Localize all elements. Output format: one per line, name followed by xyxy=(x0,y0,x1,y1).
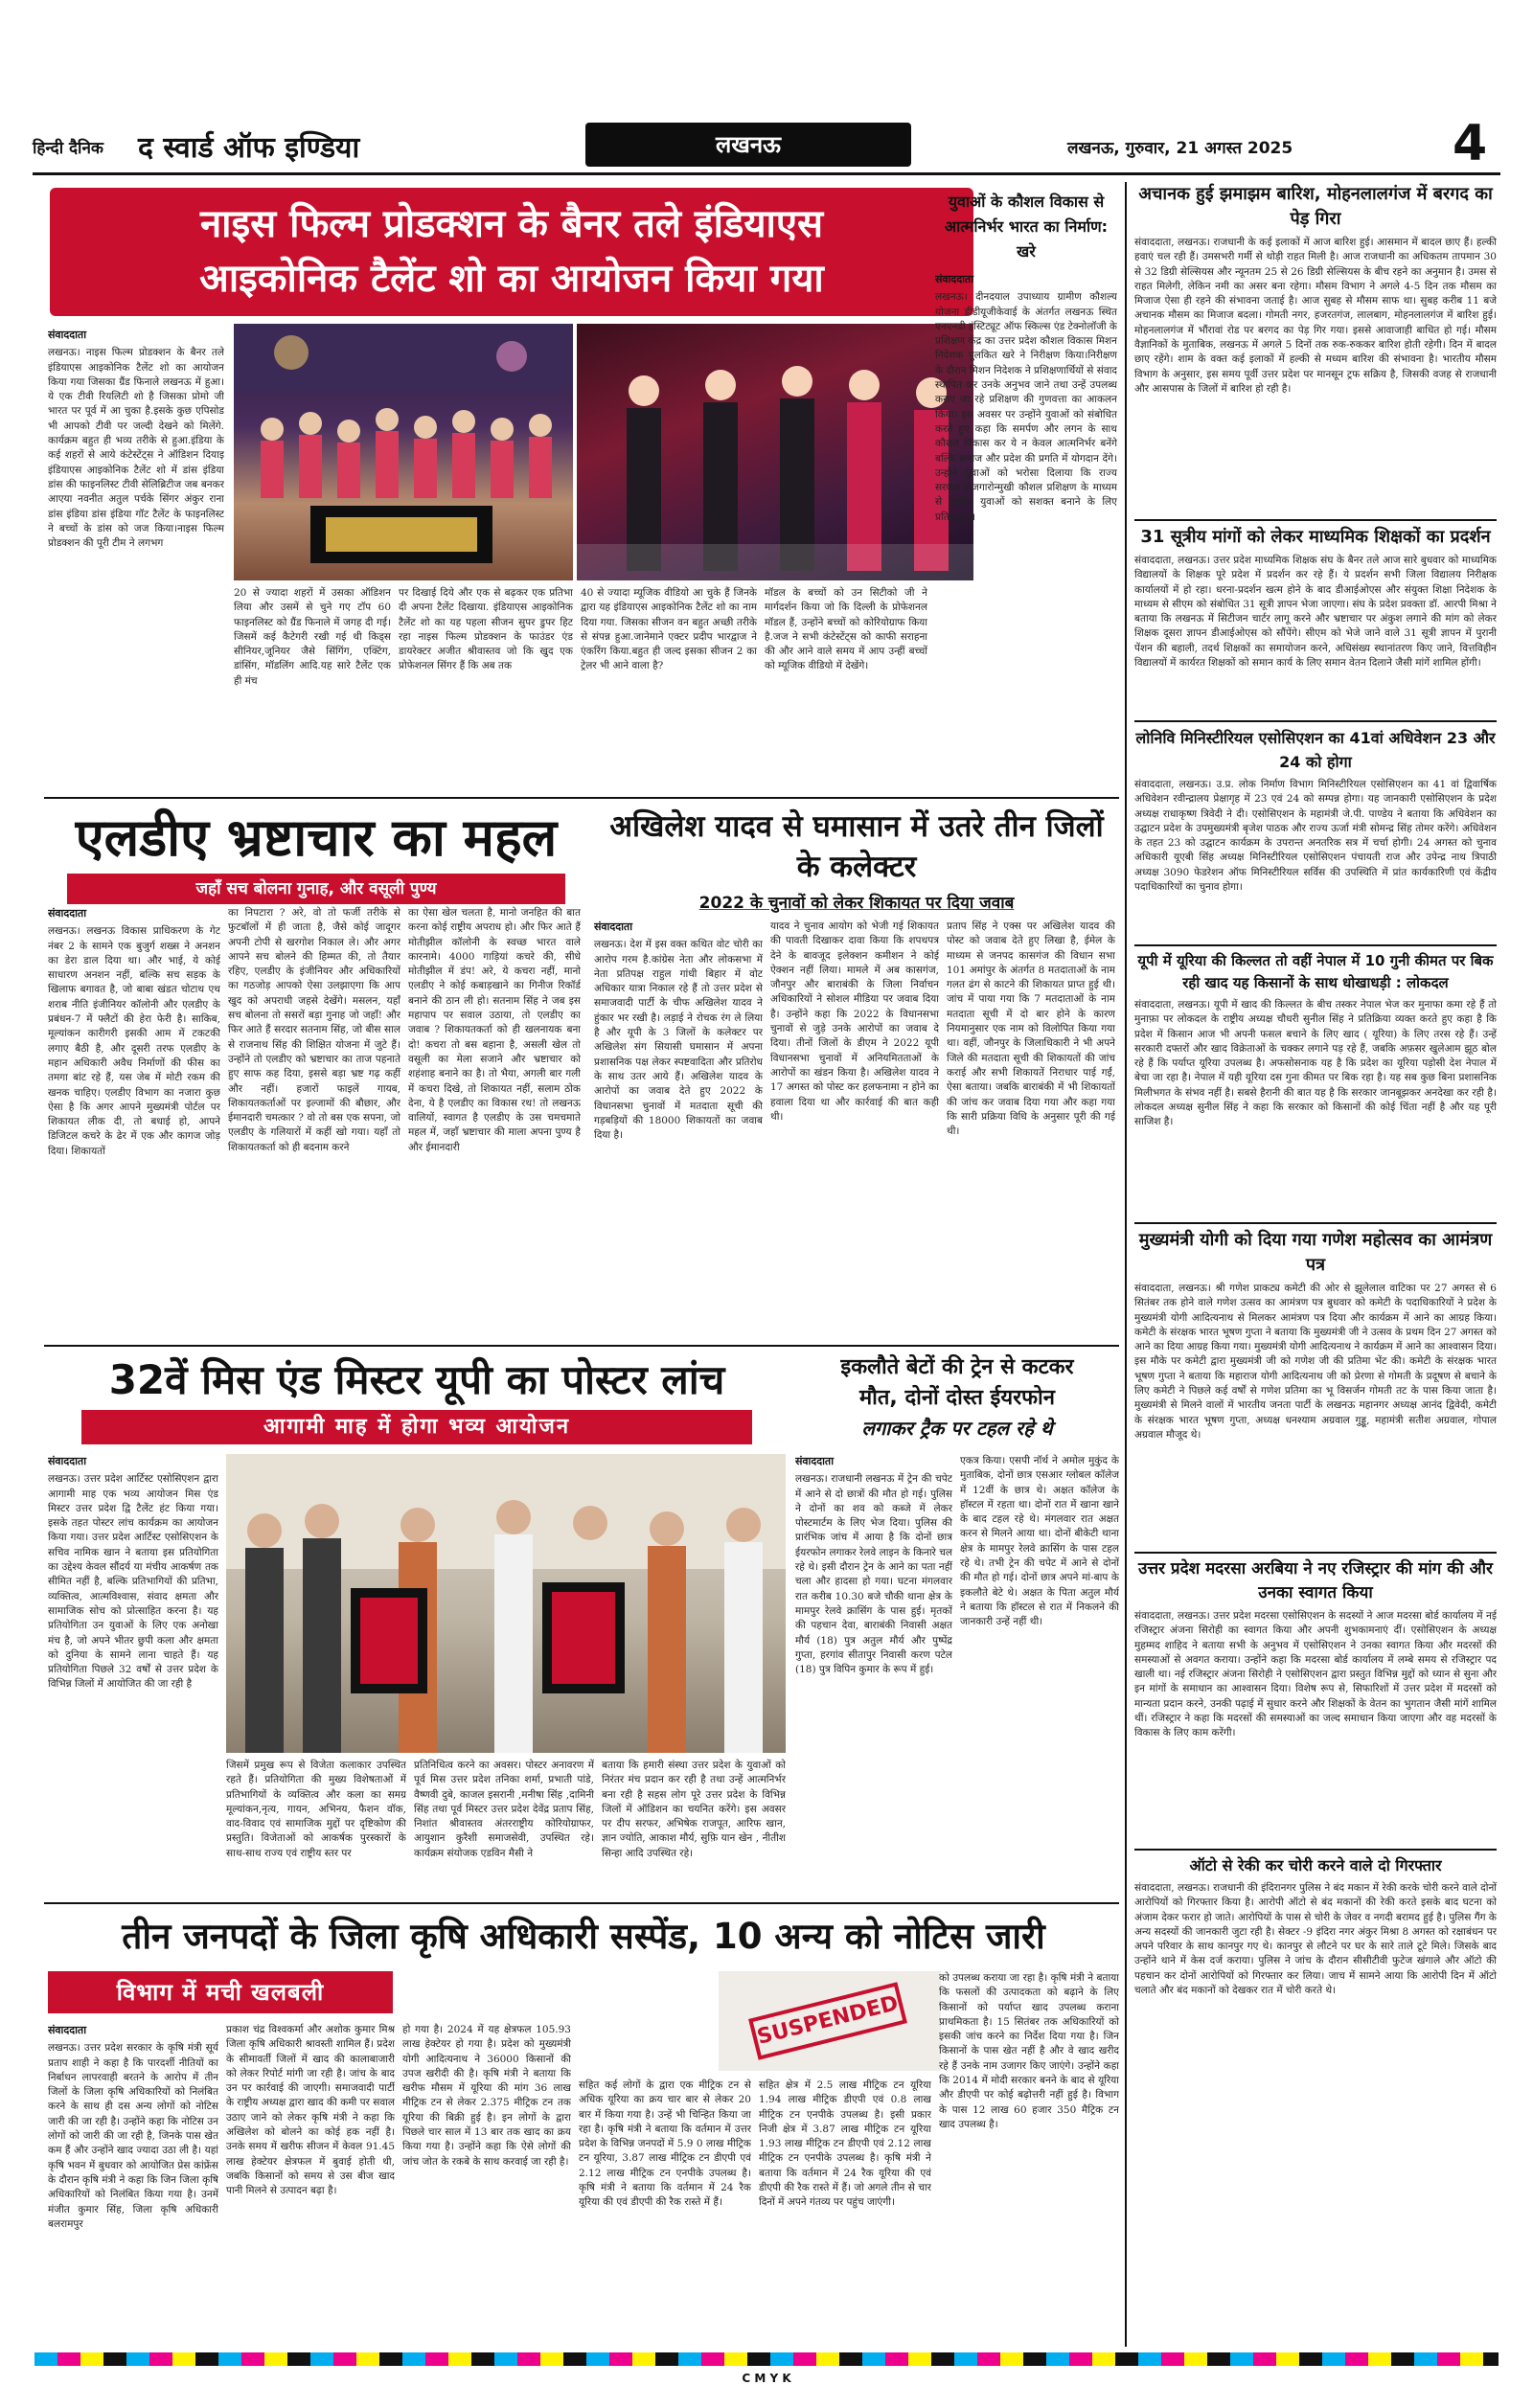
byline: संवाददाता xyxy=(48,1455,87,1467)
page-number: 4 xyxy=(1453,115,1488,172)
lda-col3: का ऐसा खेल चलता है, मानो जनहित की बात करना कोई राष्ट्रीय अपराध हो। और फिर आते हैं मोतीझील कॉलोनी के स्वच्छ भारत वाले कारनामे। 4000 गाड़ियां कचरे की, सीधे मोतीझील में डंप! अरे, ये कचरा नहीं, मानो एलडीए ने कोई कबाड़खाने का गिनीज रिकॉर्ड बनाने की ठान ली हो। सतनाम सिंह ने जब इस महापाप पर सवाल उठाया, तो एलडीए का जवाब ? शिकायतकर्ता को ही खलनायक बना दो! कचरा तो बस बहाना है, असली खेल तो वसूली का मेला सजाने और भ्रष्टाचार को शहंशाह बनाने का है। तो भैया, अगली बार गली में कचरा दिखे, तो शिकायत नहीं, सलाम ठोक देना, ये है एलडीए का विकास रथ! तो लखनऊ वालियों, स्वागत है एलडीए के उस चमचमाते महल में, जहाँ भ्रष्टाचार की माला अपना पुण्य है और ईमानदारी xyxy=(408,907,581,1153)
madrasa-body: संवाददाता, लखनऊ। उत्तर प्रदेश मदरसा एसोसिएशन के सदस्यों ने आज मदरसा बोर्ड कार्यालय में नई रजिस्ट्रार अंजना सिरोही का स्वागत किया और अपनी शुभकामनाएं दीं। एसोसिएशन के अध्यक्ष मुहम्मद शाहिद ने बताया सभी के अनुभव में एसोसिएशन ने उनका स्वागत किया और मदरसों की समस्याओं से अवगत कराया। उन्होंने कहा कि मदरसा बोर्ड कार्यालय में लम्बे समय से रजिस्ट्रार पद खाली था। नई रजिस्ट्रार अंजना सिरोही ने एसोसिएशन द्वारा प्रस्तुत विभिन्न मुद्दों को ध्यान से सुना और इन मांगों के समाधान का आश्वासन दिया। विशेष रूप से, सिफारिशों में उत्तर प्रदेश में मदरसों को मान्यता प्रदान करने, उनकी पढ़ाई में सुधार करने और शिक्षकों के वेतन का भुगतान जैसी मांगें शामिल थीं। रजिस्ट्रार ने कहा कि मदरसों की समस्याओं का जल्द समाधान किया जाएगा और वह मदरसों के विकास के लिए काम करेंगी। xyxy=(1134,1610,1497,1739)
article-text: लखनऊ। दीनदयाल उपाध्याय ग्रामीण कौशल्य योजना डीडीयूजीकेवाई के अंतर्गत लखनऊ स्थित एनएनडी इंस्टिट्यूट ऑफ स्किल्स एंड टेक्नोलॉजी के प्रशिक्षण केंद्र का उत्तर प्रदेश कौशल विकास मिशन निदेशक पुलकित खरे ने निरीक्षण किया।निरीक्षण के दौरान मिशन निदेशक ने प्रशिक्षणार्थियों से संवाद स्थापित कर उनके अनुभव जाने तथा उन्हें उपलब्ध कराए जा रहे प्रशिक्षण की गुणवत्ता का आकलन किया। इस अवसर पर उन्होंने युवाओं को संबोधित करते हुए कहा कि समर्पण और लगन के साथ कौशल विकास कर ये न केवल आत्मनिर्भर बनेंगे बल्कि समाज और प्रदेश की प्रगति में योगदान देंगे।उन्होंने युवाओं को भरोसा दिलाया कि राज्य सरकार रोजगारोन्मुखी कौशल प्रशिक्षण के माध्यम से ग्रामीण युवाओं को सशक्त बनाने के लिए प्रतिबद्ध है। xyxy=(935,291,1117,523)
nice-film-col5: मॉडल के बच्चों को उन सिटीको जी ने मार्गदर्शन किया जो कि दिल्ली के प्रोफेशनल मॉडल हैं, उन्होंने बच्चों को कोरियोग्राफ किया है.जज ने सभी कंटेस्टेंट्स को काफी सराहना की और आने वाले समय में आप उन्हीं बच्चों को म्यूजिक वीडियो में देखेंगे। xyxy=(765,587,927,672)
suspended-stamp-photo xyxy=(719,1971,941,2071)
article-text: लखनऊ। राजधानी लखनऊ में ट्रेन की चपेट में आने से दो छात्रों की मौत हो गई। पुलिस ने दोनों का शव को कब्जे में लेकर पोस्टमार्टम के लिए भेज दिया। पुलिस की प्रारंभिक जांच में आया है कि दोनों छात्र ईयरफोन लगाकर रेलवे लाइन के किनारे चल रहे थे। इसी दौरान ट्रेन के आने का पता नहीं चला और हादसा हो गया। घटना मंगलवार रात करीब 10.30 बजे चौकी थाना क्षेत्र के मामपुर रेलवे क्रासिंग के पास हुई। मृतकों की पहचान देवा, बाराबंकी निवासी अक्षत मौर्य (18) पुत्र अतुल मौर्य और पुष्पेंद्र गुप्ता, हरगांव सीतापुर निवासी करण पटेल (18) पुत्र विपिन कुमार के रूप में हुई। xyxy=(795,1473,952,1676)
mister-up-story xyxy=(48,1352,786,1898)
section-rule xyxy=(44,1902,1119,1904)
ministerial-body: संवाददाता, लखनऊ। उ.प्र. लोक निर्माण विभाग मिनिस्टीरियल एसोसिएशन का 41 वां द्विवार्षिक अधिवेशन रवीन्द्रालय प्रेक्षागृह में 23 एवं 24 को सम्पन्न होगा। यह जानकारी एसोसिएशन के प्रदेश अध्यक्ष राधाकृष्ण त्रिवेदी ने दी। एसोसिएशन के महामंत्री जे.पी. पाण्डेय ने बताया कि अधिवेशन का उद्घाटन प्रदेश के उपमुख्यमंत्री बृजेश पाठक और राज्य ऊर्जा मंत्री सोमन्द्र सिंह तोमर करेंगे। अधिवेशन के तहत 23 को उद्घाटन कार्यक्रम के उपरान्त अनतरिक सत्र में चर्चा होगी। 24 अगस्त को चुनाव अधिकारी यूएबी सिंह अध्यक्ष मिनिस्टीरियल एसोसिएशन पंचायती राज और उपेन्द्र नाथ त्रिपाठी अध्यक्ष 3090 फेडरेशन ऑफ मिनिस्टीरियल सर्विस की उपस्थिति में प्रांत कार्यकारिणी एवं केंद्रीय पदाधिकारियों का चुनाव होगा। xyxy=(1134,779,1497,894)
ganesh-body: संवाददाता, लखनऊ। श्री गणेश प्राकट्य कमेटी की ओर से झूलेलाल वाटिका पर 27 अगस्त से 6 सितंबर तक होने वाले गणेश उत्सव का आमंत्रण पत्र बुधवार को कमेटी के पदाधिकारियों ने प्रदेश के मुख्यमंत्री योगी आदित्यनाथ से मिलकर आमंत्रण पत्र दिया और कार्यक्रम में आने का आग्रह किया। कमेटी के संरक्षक भारत भूषण गुप्ता ने बताया कि मुख्यमंत्री जी ने उत्सव के प्रथम दिन 27 अगस्त को आने का दिया आग्रह किया गया। मुख्यमंत्री योगी आदित्यनाथ ने कार्यक्रम में आने का आश्वासन दिया। इस मौके पर कमेटी द्वारा मुख्यमंत्री जी को गणेश जी की प्रतिमा भेंट की। कमेटी के संरक्षक भारत भूषण गुप्ता ने बताया कि महाराज योगी आदित्यनाथ जी को प्रेरणा से गोमती के प्रदूषण से बचाने के लिए कमेटी ने पिछले कई वर्षों से गणेश प्रतिमा का भू विसर्जन गोमती तट के पास किया जाता है। मुख्यमंत्री से मिलने वालों में भारतीय जनता पार्टी के लखनऊ महानगर अध्यक्ष आनंद द्विवेदी, कमेटी के संरक्षक भारत भूषण गुप्ता, अध्यक्ष धनश्याम अग्रवाल गुड्डू, महामंत्री सतीश अग्रवाल, गोपाल अग्रवाल मौजूद थे। xyxy=(1134,1283,1497,1441)
mister-up-photo xyxy=(226,1454,786,1753)
masthead-rule xyxy=(33,172,1500,175)
masthead xyxy=(33,115,1500,172)
agriculture-col6: को उपलब्ध कराया जा रहा है। कृषि मंत्री ने बताया कि फसलों की उत्पादकता को बढ़ाने के लिए किसानों को पर्याप्त खाद उपलब्ध कराना प्राथमिकता है। 15 सितंबर तक अधिकारियों को इसकी जांच करने का निर्देश दिया गया है। जिन किसानों के पास खेत नहीं है और वे खाद खरीद रहे हैं उनके नाम उजागर किए जाएंगे। उन्होंने कहा कि 2014 में मोदी सरकार बनने के बाद से यूरिया और डीएपी पर कोई बढ़ोत्तरी नहीं हुई है। विभाग के पास 12 लाख 60 हजार 350 मैट्रिक टन खाद उपलब्ध है। xyxy=(939,1972,1119,2130)
mister-up-col2: जिसमें प्रमुख रूप से विजेता कलाकार उपस्थित रहते हैं। प्रतियोगिता की मुख्य विशेषताओं में प्रतिभागियों के व्यक्तित्व और कला का समग्र मूल्यांकन,नृत्य, गायन, अभिनय, फैशन वॉक, वाद-विवाद एवं सामाजिक मुद्दों पर दृष्टिकोण की प्रस्तुति। विजेताओं को आकर्षक पुरस्कारों के साथ-साथ राज्य एवं राष्ट्रीय स्तर पर xyxy=(226,1760,406,1859)
nice-film-headline-box xyxy=(50,188,973,316)
train-headline-line2: मौत, दोनों दोस्त ईयरफोन xyxy=(859,1386,1055,1410)
stage-group-illustration xyxy=(234,324,573,580)
masthead-dateline: लखनऊ, गुरुवार, 21 अगस्त 2025 xyxy=(1067,139,1293,158)
right-column xyxy=(1134,182,1497,2347)
byline: संवाददाता xyxy=(935,273,974,285)
lda-subhead: जहाँ सच बोलना गुनाह, और वसूली पुण्य xyxy=(195,879,437,898)
agriculture-col3: हो गया है। 2024 में यह क्षेत्रफल 105.93 लाख हेक्टेयर हो गया है। प्रदेश को मुख्यमंत्री योगी आदित्यनाथ ने 36000 किसानों की उपज खरीदी की है। कृषि मंत्री ने बताया कि खरीफ मौसम में यूरिया की मांग 36 लाख मीट्रिक टन से लेकर 2.375 मीट्रिक टन तक यूरिया की बिक्री हुई है। इन लोगों के द्वारा पिछले चार साल में 13 बार तक खाद का क्रय किया गया है। उन्होंने कहा कि ऐसे लोगों की जांच जोत के रकबे के साथ करवाई जा रही है। xyxy=(402,2024,571,2168)
section-rule xyxy=(1134,1222,1497,1224)
youth-body xyxy=(935,272,1117,770)
lda-story xyxy=(48,806,584,1343)
article-text: लखनऊ। देश में इस वक्त कथित वोट चोरी का आरोप गरम है.कांग्रेस नेता और लोकसभा में नेता प्रतिपक्ष राहुल गांधी बिहार में वोट अधिकार यात्रा निकाल रहे हैं तो उत्तर प्रदेश से समाजवादी पार्टी के चीफ अखिलेश यादव ने हुंकार भर रखी है। लड़ाई ने रोचक रंग ले लिया है और यूपी के 3 जिलों के कलेक्टर पर अखिलेश संग सियासी घमासान में अपना प्रशासनिक पक्ष लेकर स्पष्टवादिता और प्रतिरोध के साथ उतर आये हैं। अखिलेश यादव के आरोपों का जवाब देते हुए 2022 के विधानसभा चुनावों में मतदाता सूची की गड़बड़ियों की 18000 शिकायतों का जवाब दिया है। xyxy=(594,939,763,1142)
nice-film-col3: पर दिखाई दिये और एक से बढ़कर एक प्रतिभा दी अपना टैलेंट दिखाया. इंडियाएस आइकोनिक टैलेंट शो का यह पहला सीजन सुपर डुपर हिट रहा नाइस फिल्म प्रोडक्शन के फाउंडर एंड डायरेक्टर अजीत श्रीवास्तव जो कि खुद एक प्रोफेशनल सिंगर हैं कि अब तक xyxy=(399,587,573,672)
ministerial-headline: लोनिवि मिनिस्टीरियल एसोसिएशन का 41वां अधिवेशन 23 और 24 को होगा xyxy=(1135,729,1496,771)
rain-headline: अचानक हुई झमाझम बारिश, मोहनलालगंज में बरगद का पेड़ गिरा xyxy=(1138,184,1493,229)
youth-story xyxy=(935,188,1117,793)
lda-col2: का निपटारा ? अरे, वो तो फर्जी तरीके से फुटबॉलों में ही जाता है, जैसे कोई जादूगर अपनी टोपी से खरगोश निकाल ले। और अगर आपने सच बोलने की हिम्मत की, तो तैयार रहिए, एलडीए के इंजीनियर और अधिकारियों का गठजोड़ आपको ऐसा उलझाएगा कि आप खुद को अपराधी जहसे देखेंगे। मसलन, यहाँ सच बोलना तो ससरों बड़ा गुनाह जो जहाँ! और फिर आते हैं सरदार सतनाम सिंह, जो बीस साल से राजनाथ सिंह की शिक्षित योजना में जुटे हैं। उन्होंने तो एलडीए को भ्रष्टाचार का ताज पहनाते हुए साफ कह दिया, इससे बड़ा भ्रष्ट गढ़ कहीं और नहीं। हजारों फाइलें गायब, शिकायतकर्ताओं पर इल्जामों की बौछार, और ईमानदारी चमत्कार ? वो तो बस एक सपना, जो एलडीए के गलियारों में कहीं खो गया। यहाँ तो शिकायतकर्ता को ही बदनाम करने xyxy=(228,907,400,1153)
ganesh-headline: मुख्यमंत्री योगी को दिया गया गणेश महोत्सव का आमंत्रण पत्र xyxy=(1138,1230,1493,1275)
youth-headline: युवाओं के कौशल विकास से आत्मनिर्भर भारत का निर्माण: खरे xyxy=(944,193,1109,261)
section-rule xyxy=(44,1345,1119,1347)
suspended-stamp xyxy=(748,1982,907,2059)
section-rule xyxy=(1134,1552,1497,1554)
nice-film-photo-finale xyxy=(577,324,973,580)
mister-up-subhead: आगामी माह में होगा भव्य आयोजन xyxy=(263,1415,571,1439)
section-rule xyxy=(1134,1849,1497,1851)
poster-launch-illustration xyxy=(226,1454,786,1753)
auto-theft-body: संवाददाता, लखनऊ। राजधानी की इंदिरानगर पुलिस ने बंद मकान में रेकी करके चोरी करने वाले दोनों आरोपियों को गिरफ्तार किया है। आरोपी ऑटो से बंद मकानों की रेकी करते इसके बाद घटना को अंजाम देकर फरार हो जाते। आरोपियों के पास से चोरी के जेवर व नगदी बरामद हुई है। पुलिस गैंग के अन्य सदस्यों की जानकारी जुटा रही है। सेक्टर -9 इंदिरा नगर अंकुर मिश्रा 8 अगस्त को रक्षाबंधन पर अपने परिवार के साथ कानपुर गए थे। कानपुर से लौटने पर घर के सारे ताले टूटे मिले। जिसके बाद उन्होंने थाने में केस दर्ज कराया। पुलिस ने जांच के दौरान सीसीटीवी फुटेज खंगाले और ऑटो की पहचान कर दोनों आरोपियों को गिरफ्तार कर लिया। जाच में सामने आया कि आरोपी दिन में ऑटो चलाते और बंद मकानों को देखकर रात में चोरी करते थे। xyxy=(1134,1882,1497,1997)
mister-up-col3: प्रतिनिधित्व करने का अवसर। पोस्टर अनावरण में पूर्व मिस उत्तर प्रदेश तनिका शर्मा, प्रभाती पांडे, वैष्णवी दुबे, काजल इसरानी ,मनीषा सिंह ,दामिनी सिंह तथा पूर्व मिस्टर उत्तर प्रदेश देवेंद्र प्रताप सिंह, निशांत श्रीवास्तव अंतरराष्ट्रीय कोरियोग्राफर, आयुशान कुरैशी समाजसेवी, उपस्थित रहे। कार्यक्रम संयोजक एडविन मैसी ने xyxy=(414,1760,594,1859)
masthead-title: द स्वार्ड ऑफ इण्डिया xyxy=(138,131,360,165)
lda-col1 xyxy=(48,906,220,1335)
color-registration-strip xyxy=(34,2352,1499,2366)
byline: संवाददाता xyxy=(48,329,87,341)
section-rule xyxy=(1134,720,1497,722)
byline: संवाददाता xyxy=(48,2024,87,2036)
rain-body: संवाददाता, लखनऊ। राजधानी के कई इलाकों में आज बारिश हुई। आसमान में बादल छाए हैं। हल्की हवाएं चल रही हैं। उमसभरी गर्मी से थोड़ी राहत मिली है। आज राजधानी का अधिकतम तापमान 30 से 32 डिग्री सेल्सियस और न्यूनतम 25 से 26 डिग्री सेल्सियस के बीच रहने का अनुमान है। उमस से राहत मिलेगी, लेकिन नमी का असर बना रहेगा। मौसम विभाग ने अगले 4-5 दिन तक मौसम का मिजाज ऐसा ही रहने की संभावना जताई है। आज सुबह से मौसम साफ था। सुबह करीब 11 बजे अचानक मौसम का मिजाज बदला। गोमती नगर, हजरतगंज, लालबाग, मोहनलालगंज में बारिश हुई। मोहनलालगंज में भौंरावां रोड पर बरगद का पेड़ गिर गया। इससे आवाजाही बाधित हो गई। मौसम वैज्ञानिकों के मुताबिक, लखनऊ में अगले 5 दिनों तक रुक-रुककर बारिश होती रहेगी। दिन में बादल छाए रहेंगे। शाम के वक्त कई इलाकों में हल्की से मध्यम बारिश की संभावना है। भारतीय मौसम विभाग के अनुसार, इस समय पूर्वी उत्तर प्रदेश पर मानसून ट्रफ सक्रिय है, जिसकी वजह से राजधानी और आसपास के जिलों में बारिश हो रही है। xyxy=(1134,237,1497,395)
masthead-prefix: हिन्दी दैनिक xyxy=(33,139,103,158)
agriculture-headline: तीन जनपदों के जिला कृषि अधिकारी सस्पेंड, 10 अन्य को नोटिस जारी xyxy=(122,1916,1045,1957)
akhilesh-headline: अखिलेश यादव से घमासान में उतरे तीन जिलों के कलेक्टर xyxy=(609,809,1104,884)
akhilesh-story xyxy=(594,806,1119,1343)
agriculture-subhead: विभाग में मची खलबली xyxy=(116,1979,325,2006)
section-rule xyxy=(44,797,1119,799)
masthead-city-tab xyxy=(585,123,911,167)
akhilesh-subhead: 2022 के चुनावों को लेकर शिकायत पर दिया जवाब xyxy=(698,894,1015,913)
mister-up-subhead-band xyxy=(81,1410,752,1444)
byline: संवाददाता xyxy=(594,920,633,933)
mister-up-headline: 32वें मिस एंड मिस्टर यूपी का पोस्टर लांच xyxy=(108,1356,725,1403)
lda-subhead-band xyxy=(67,874,565,904)
mister-up-col4: बताया कि हमारी संस्था उत्तर प्रदेश के युवाओं को निरंतर मंच प्रदान कर रही है तथा उन्हें आत्मनिर्भर बना रही है सहस लोग पूरे उत्तर प्रदेश के विभिन्न जिलों में ऑडिशन का चयनित करेंगे। इस अवसर पर दीप सरफर, अभिषेक राजपूत, आरिफ खान, ज्ञान ज्योति, आकाश मौर्य, सुफ़ि यान खेन , नीतीश सिन्हा आदि उपस्थित रहे। xyxy=(602,1760,786,1859)
agriculture-col1 xyxy=(48,2023,218,2328)
agriculture-col5: सहित क्षेत्र में 2.5 लाख मीट्रिक टन यूरिया 1.94 लाख मीट्रिक डीएपी एवं 0.8 लाख मीट्रिक टन एनपीके उपलब्ध है। इसी प्रकार निजी क्षेत्र में 3.87 लाख मीट्रिक टन यूरिया 1.93 लाख मीट्रिक टन डीएपी एवं 2.12 लाख मीट्रिक टन एनपीके उपलब्ध है। कृषि मंत्री ने बताया कि वर्तमान में 24 रैक यूरिया की एवं डीएपी की रैक रास्ते में हैं। जो अगले तीन से चार दिनों में अपने गंतव्य पर पहुंच जाएंगी। xyxy=(759,2079,931,2209)
agriculture-col2: प्रकाश चंद्र विश्वकर्मा और अशोक कुमार मिश्र जिला कृषि अधिकारी श्रावस्ती शामिल हैं। प्रदेश के सीमावर्ती जिलों में खाद की कालाबाजारी को लेकर रिपोर्ट मांगी जा रही है। जांच के बाद उन पर कार्रवाई की जाएगी। समाजवादी पार्टी के राष्ट्रीय अध्यक्ष द्वारा खाद की कमी पर सवाल उठाए जाने को लेकर कृषि मंत्री ने कहा कि अखिलेश को बोलने का कोई हक नहीं है। उनके समय में खरीफ सीजन में केवल 91.45 लाख हेक्टेयर क्षेत्रफल में बुवाई होती थी, जबकि किसानों को समय से उस बीज खाद पानी मिलने से उत्पादन बढ़ा है। xyxy=(226,2024,395,2197)
fertilizer-headline: यूपी में यूरिया की किल्लत तो वहीं नेपाल में 10 गुनी कीमत पर बिक रही खाद यह किसानों के साथ धोखाधड़ी : लोकदल xyxy=(1137,952,1494,991)
lda-headline: एलडीए भ्रष्टाचार का महल xyxy=(75,807,558,868)
nice-film-photo-stage xyxy=(234,324,573,580)
train-story xyxy=(795,1352,1119,1898)
akhilesh-col3: प्रताप सिंह ने एक्स पर अखिलेश यादव की पोस्ट को जवाब देते हुए लिखा है, ईमेल के माध्यम से जनपद कासगंज की विधान सभा 101 अमांपुर के अंतर्गत 8 मतदाताओं के नाम गलत ढंग से काटने की शिकायत प्राप्त हुई थी। जांच में पाया गया कि 7 मतदाताओं के नाम मतदाता सूची में दो बार होने के कारण नियमानुसार एक नाम को विलोपित किया गया था। वहीं, जौनपुर के जिलाधिकारी ने भी अपने जिले की मतदाता सूची की शिकायतों की जांच कराई और सभी शिकायतें निराधार पाई गईं, ऐसा बताया। जबकि बाराबंकी में भी शिकायतों की जांच कर जवाब दिया गया और कहा गया कि सारी प्रक्रिया विधि के अनुसार पूरी की गई थी। xyxy=(947,920,1115,1138)
footer-cmyk-mark: C M Y K xyxy=(742,2372,791,2385)
akhilesh-col1 xyxy=(594,920,763,1335)
masthead-city: लखनऊ xyxy=(715,131,782,158)
article-text: लखनऊ। उत्तर प्रदेश आर्टिस्ट एसोसिएशन द्वारा आगामी माह एक भव्य आयोजन मिस एंड मिस्टर उत्तर प्रदेश द्वि टैलेंट हंट किया गया। इसके तहत पोस्टर लांच कार्यक्रम का आयोजन किया गया। उत्तर प्रदेश आर्टिस्ट एसोसिएशन के सचिव नामिक खान ने बताया इस प्रतियोगिता का उद्देश्य केवल सौंदर्य या मंचीय आकर्षण तक सीमित नहीं है, बल्कि प्रतिभागियों की प्रतिभा, व्यक्तित्व, आत्मविश्वास, संवाद क्षमता और सामाजिक सोच को प्रोत्साहित करना है। यह प्रतियोगिता उन युवाओं के लिए एक अनोखा मंच है, जो अपने भीतर छुपी कला और क्षमता को दुनिया के सामने लाना चाहते हैं। यह प्रतियोगिता पिछले 32 वर्षों से उत्तर प्रदेश के विभिन्न जिलों में आयोजित की जा रही है xyxy=(48,1473,218,1691)
nice-film-col4: 40 से ज्यादा म्यूजिक वीडियो आ चुके हैं जिनके द्वारा यह इंडियाएस आइकोनिक टैलेंट शो का नाम दिया गया. जिसका सीजन वन बहुत अच्छी तरीके से संपन्न हुआ.जानेमाने एक्टर प्रदीप भारद्वाज ने एंकरिंग किया.बहुत ही जल्द इसका सीजन 2 का ट्रेलर भी आने वाला है? xyxy=(581,587,757,672)
agriculture-col4: सहित कई लोगों के द्वारा एक मीट्रिक टन से अधिक यूरिया का क्रय चार बार से लेकर 20 बार में किया गया है। उन्हें भी चिन्हित किया जा रहा है। कृषि मंत्री ने बताया कि वर्तमान में उत्तर प्रदेश के विभिन्न जनपदों में 5.9 0 लाख मीट्रिक टन यूरिया, 3.87 लाख मीट्रिक टन डीएपी एवं 2.12 लाख मीट्रिक टन एनपीके उपलब्ध है। कृषि मंत्री ने बताया कि वर्तमान में 24 रैक यूरिया की एवं डीएपी की रैक रास्ते में हैं। xyxy=(579,2079,751,2209)
stamp-text: SUSPENDED xyxy=(754,1991,901,2050)
teachers-headline: 31 सूत्रीय मांगों को लेकर माध्यमिक शिक्षकों का प्रदर्शन xyxy=(1140,527,1491,547)
auto-theft-headline: ऑटो से रेकी कर चोरी करने वाले दो गिरफ्तार xyxy=(1189,1856,1442,1874)
fertilizer-body: संवाददाता, लखनऊ। यूपी में खाद की किल्लत के बीच तस्कर नेपाल भेज कर मुनाफा कमा रहे हैं तो मुनाफ़ा पर लोकदल के राष्ट्रीय अध्यक्ष चौधरी सुनील सिंह ने प्रतिक्रिया व्यक्त करते हुए कहा है कि प्रदेश में किसान आज भी अपनी फसल बचाने के लिए खाद ( यूरिया) के लिए तरस रहे हैं। उन्हें सरकारी दफ्तरों और खाद विक्रेताओं के चक्कर लगाने पड़ रहे हैं, जबकि अफ़सर खुलेआम झूठ बोल रहे हैं कि पर्याप्त यूरिया उपलब्ध है। अफसोसनाक यह है कि प्रदेश का यूरिया पड़ोसी देश नेपाल में बेचा जा रहा है। नेपाल में यही यूरिया दस गुना कीमत पर बिक रहा है। यह सब कुछ बिना प्रशासनिक मिलीभगत के संभव नहीं है। सबसे हैरानी की बात यह है कि सरकार जानबूझकर अनदेखा कर रही है। लोकदल अध्यक्ष सुनील सिंह ने कहा कि सरकार को किसानों की कोई चिंता नहीं है और यह पूरी साजिश है। xyxy=(1134,999,1497,1128)
column-divider xyxy=(1125,182,1127,2347)
article-text: लखनऊ। नाइस फिल्म प्रोडक्शन के बैनर तले इंडियाएस आइकोनिक टैलेंट शो का आयोजन किया गया जिसका ग्रैंड फिनाले लखनऊ में हुआ।ये एक टीवी रियलिटी शो है जिसका प्रोमो जी भारत पर पूर्व में आ चुका है.इसके कुछ एपिसोड भी आपको टीवी पर जल्दी देखने को मिलेंगे. कार्यक्रम बहुत ही भव्य तरीके से हुआ.इंडिया के कई शहरों से आये कंटेस्टेंट्स ने ऑडिशन दियाइ इंडियाएस आइकोनिक टैलेंट शो में डांस इंडिया डांस की फाइनलिस्ट टीवी सेलिब्रिटीज जब बनकर आएया नवनीत अतुल पर्चके सिंगर अंकुर राना डांस इंडिया डांस इंडिया गॉट टैलेंट के फाइनलिस्ट ने बच्चों के डांस को जज किया।नाइस फिल्म प्रोडक्शन की पूरी टीम ने लगभग xyxy=(48,347,224,550)
nice-film-headline-line1: नाइस फिल्म प्रोडक्शन के बैनर तले इंडियाएस xyxy=(199,202,824,246)
madrasa-headline: उत्तर प्रदेश मदरसा अरबिया ने नए रजिस्ट्रार की मांग की और उनका स्वागत किया xyxy=(1138,1559,1493,1602)
finale-illustration xyxy=(577,324,973,580)
agriculture-subhead-band xyxy=(48,1971,393,2013)
nice-film-headline-line2: आइकोनिक टैलेंट शो का आयोजन किया गया xyxy=(199,257,824,301)
agriculture-story xyxy=(48,1910,1119,2331)
section-rule xyxy=(1134,944,1497,946)
section-rule xyxy=(1134,519,1497,521)
byline: संवाददाता xyxy=(795,1455,835,1467)
teachers-body: संवाददाता, लखनऊ। उत्तर प्रदेश माध्यमिक शिक्षक संघ के बैनर तले आज सारे बुधवार को माध्यमिक विद्यालयों के शिक्षक पूरे प्रदेश में प्रदर्शन कर रहे हैं। ये प्रदर्शन सभी जिला विद्यालय निरीक्षक कार्यालयों में हो रहा। धरना-प्रदर्शन खत्म होने के बाद डीआईओएस और संयुक्त शिक्षा निदेशक के माध्यम से सीएम को संबोधित 31 सूत्री ज्ञापन भेजा जाएगा। संघ के प्रदेश प्रवक्ता डॉ. आरपी मिश्रा ने बताया कि लखनऊ में सिटीजन चार्टर लागू करने और भ्रष्टाचार पर अंकुश लगाने की मांग को लेकर शिक्षक दूसरा ज्ञापन डीआईओएस को सौंपेंगे। सीएम को भेजे जाने वाले 31 सूत्री ज्ञापन में पुरानी पेंशन की बहाली, तदर्थ शिक्षकों का समायोजन करने, अधिसंख्य स्थानांतरण किए जाने, वित्तविहीन विद्यालयों में कार्यरत शिक्षकों को समान कार्य के लिए समान वेतन दिलाने जैसी मांगें शामिल होंगी। xyxy=(1134,555,1497,670)
train-col1 xyxy=(795,1454,952,1895)
train-headline-line1: इकलौते बेटों की ट्रेन से कटकर xyxy=(840,1355,1074,1379)
byline: संवाददाता xyxy=(48,907,87,920)
nice-film-col2: 20 से ज्यादा शहरों में उसका ऑडिशन लिया और उसमें से चुने गए टॉप 60 फाइनलिस्ट को ग्रैंड फिनाले में जगह दी गई।जिसमें कई कैटेगरी रखी गई थी किड्स सीनियर,जूनियर जैसे सिंगिंग, एक्टिंग, डांसिंग, मॉडलिंग आदि.यह सारे टैलेंट एक ही मंच xyxy=(234,587,391,687)
akhilesh-col2: यादव ने चुनाव आयोग को भेजी गई शिकायत की पावती दिखाकर दावा किया कि शपथपत्र देने के बावजूद इलेक्शन कमीशन ने कोई ऐक्शन नहीं लिया। मामले में अब कासगंज, जौनपुर और बाराबंकी के जिला निर्वाचन अधिकारियों ने सोशल मीडिया पर जवाब दिया है। उन्होंने कहा कि 2022 के विधानसभा चुनावों से जुड़े उनके आरोपों का जवाब दे दिया। तीनों जिलों के डीएम ने 2022 यूपी विधानसभा चुनावों में अनियमितताओं के आरोपों का खंडन किया है। अखिलेश यादव ने 17 अगस्त को पोस्ट कर हलफनामा न होने का हवाला दिया था और कार्रवाई की बात कही थी। xyxy=(770,920,939,1123)
train-headline-line3: लगाकर ट्रैक पर टहल रहे थे xyxy=(861,1417,1053,1440)
train-col2: एकत्र किया। एसपी नॉर्थ ने अमोल मुकुंद के मुताबिक, दोनों छात्र एसआर ग्लोबल कॉलेज में 12वीं के छात्र थे। अक्षत कॉलेज के हॉस्टल में रहता था। दोनों रात में खाना खाने के बाद टहल रहे थे। मंगलवार रात अक्षत करन से मिलने आया था। दोनों बीकेटी थाना क्षेत्र के मामपुर रेलवे क्रासिंग के पास टहल रहे थे। तभी ट्रेन की चपेट में आने से दोनों की मौत हो गई। दोनों छात्र अपने मां-बाप के इकलौते बेटे थे। अक्षत के पिता अतुल मौर्य ने बताया कि हॉस्टल से रात में निकलने की जानकारी उन्हें नहीं थी। xyxy=(960,1455,1119,1628)
nice-film-col1 xyxy=(48,328,224,787)
mister-up-col1 xyxy=(48,1454,218,1895)
article-text: लखनऊ। उत्तर प्रदेश सरकार के कृषि मंत्री सूर्य प्रताप शाही ने कहा है कि पारदर्शी नीतियों का निर्बाधन लापरवाही बरतने के आरोप में तीन जिलों के जिला कृषि अधिकारियों को निलंबित करने के साथ ही दस अन्य लोगों को नोटिस जारी की जा रही है। उन्होंने कहा कि नोटिस उन लोगों को जारी की जा रही है, जिनके पास खेत कम हैं और उन्होंने खाद ज्यादा उठा ली है। यहां कृषि भवन में बुधवार को आयोजित प्रेस कांफ्रेंस के दौरान कृषि मंत्री ने कहा कि जिन जिला कृषि अधिकारियों को निलंबित किया गया है। उनमें मंजीत कुमार सिंह, जिला कृषि अधिकारी बलरामपुर xyxy=(48,2042,218,2230)
article-text: लखनऊ। लखनऊ विकास प्राधिकरण के गेट नंबर 2 के सामने एक बुजुर्ग शख्स ने अनशन का डेरा डाल दिया था। और भाई, ये कोई साधारण अनशन नहीं, बल्कि सच सड़क के खिलाफ बगावत है, जो बाबा खंडत चोटाथ एथ शराब नीति इंजीनियर कॉलोनी और एलडीए के प्रबंधन-7 में फ्लैटों की हेरा फेरी है। साकिब, मूल्यांकन कारीगरी इसकी आम में टकटकी लगाए बैठी है, और दूसरी तरफ एलडीए के महान अधिकारी अवैध निर्माणों की फीस का तमगा बांट रहे हैं, यस जेब में मोटी रकम की खनक चाहिए। एलडीए विभाग का नजारा कुछ ऐसा है कि अगर आपने मुख्यमंत्री पोर्टल पर शिकायत लीक दी, तो बधाई हो, आपने डिजिटल कचरे के ढेर में एक और कागज जोड़ दिया। शिकायतों xyxy=(48,925,220,1157)
